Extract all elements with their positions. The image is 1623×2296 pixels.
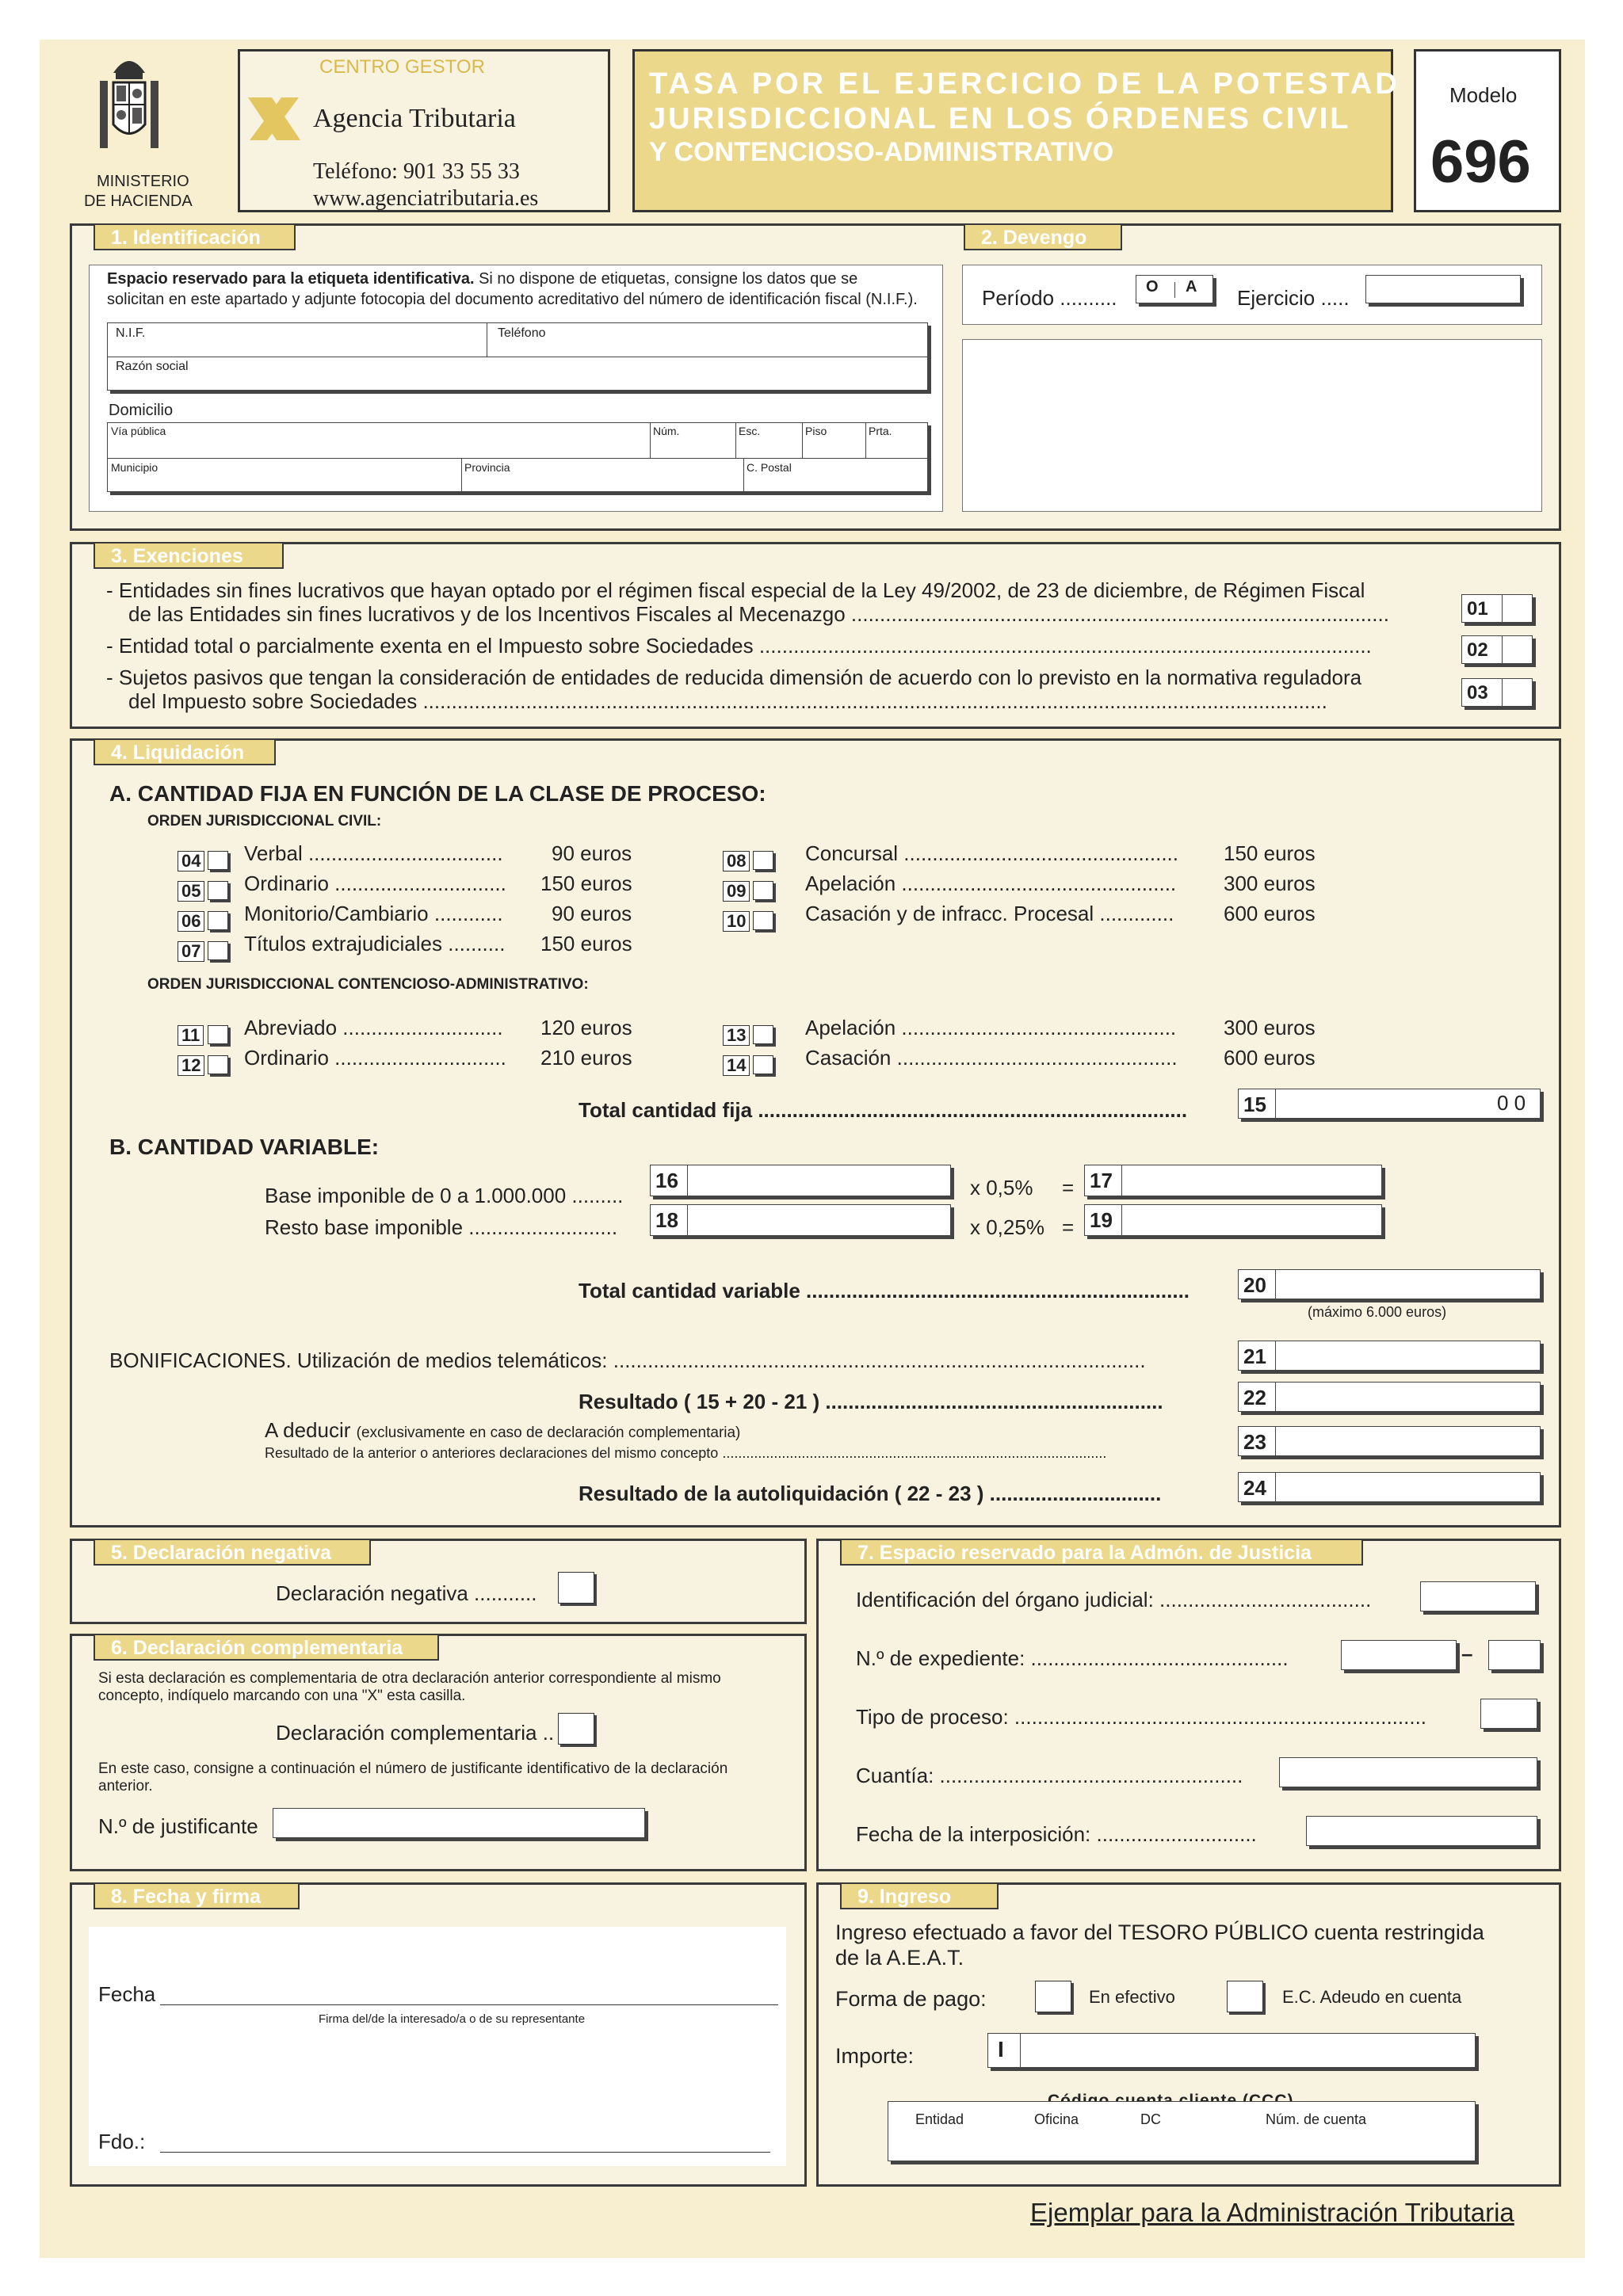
efectivo-label: En efectivo	[1089, 1987, 1175, 2007]
exencion-02-checkbox[interactable]	[1461, 635, 1533, 664]
amount-07: 150 euros	[540, 932, 632, 955]
devengo-blank-area	[962, 339, 1542, 512]
expediente-field[interactable]	[1341, 1640, 1457, 1670]
orden-contencioso-label: ORDEN JURISDICCIONAL CONTENCIOSO-ADMINISTRATIVO:	[147, 976, 589, 993]
casilla-18-num: 18	[655, 1208, 678, 1232]
modelo-number: 696	[1430, 128, 1531, 196]
amount-12: 210 euros	[540, 1046, 632, 1070]
code-13: 13	[723, 1025, 750, 1046]
ejercicio-label: Ejercicio .....	[1237, 286, 1350, 310]
a-deducir-text: A deducir	[265, 1418, 351, 1442]
via-publica-field[interactable]: Vía pública	[111, 425, 166, 437]
casilla-22-num: 22	[1243, 1386, 1266, 1409]
periodo-label: Período ..........	[982, 286, 1117, 310]
label-09: Apelación ................................................	[805, 871, 1177, 895]
fecha-interposicion-field[interactable]	[1306, 1816, 1537, 1846]
casilla-19-num: 19	[1090, 1208, 1113, 1232]
complementaria-text2: concepto, indíquelo marcando con una "X" esta casilla.	[98, 1688, 466, 1704]
code-09: 09	[723, 881, 750, 902]
eq-1: =	[1062, 1176, 1075, 1199]
tab-identificacion: 1. Identificación	[94, 223, 296, 250]
fecha-label: Fecha	[98, 1982, 156, 2006]
footer-ejemplar: Ejemplar para la Administración Tributaria	[1030, 2198, 1514, 2227]
domicilio-label: Domicilio	[109, 402, 174, 419]
code-11: 11	[178, 1025, 204, 1046]
importe-label: Importe:	[835, 2044, 915, 2068]
checkbox-08[interactable]	[753, 851, 773, 870]
label-08: Concursal ................................................	[805, 841, 1179, 865]
label-intro	[107, 270, 857, 288]
agency-web: www.agenciatributaria.es	[313, 186, 539, 211]
firma-area	[89, 1927, 786, 2166]
telefono-field[interactable]: Teléfono	[498, 326, 546, 340]
code-06: 06	[178, 911, 204, 932]
tipo-proceso-label: Tipo de proceso: ........................................................................	[856, 1705, 1427, 1729]
checkbox-04[interactable]	[208, 851, 228, 870]
label-11: Abreviado ............................	[244, 1016, 503, 1039]
checkbox-06[interactable]	[208, 911, 228, 930]
domicilio-box	[107, 422, 928, 492]
amount-04: 90 euros	[552, 841, 632, 865]
casilla-23-field[interactable]	[1238, 1426, 1541, 1456]
amount-09: 300 euros	[1224, 871, 1316, 895]
checkbox-10[interactable]	[753, 911, 773, 930]
casilla-24-num: 24	[1243, 1476, 1266, 1500]
casilla-22-field[interactable]	[1238, 1382, 1541, 1412]
expediente-label: N.º de expediente: .............................................	[856, 1646, 1289, 1670]
label-13: Apelación ................................................	[805, 1016, 1177, 1039]
form-page	[40, 40, 1585, 2258]
title-box	[632, 49, 1400, 212]
fecha-line[interactable]	[160, 2004, 778, 2005]
ccc-num-cuenta: Núm. de cuenta	[1266, 2111, 1367, 2127]
coat-of-arms-icon	[94, 49, 165, 168]
casilla-15-value: 0 0	[1497, 1091, 1526, 1115]
ejercicio-field[interactable]	[1365, 275, 1521, 303]
exencion-03-checkbox[interactable]	[1461, 678, 1533, 707]
exencion-3-line2: del Impuesto sobre Sociedades ..............................................................................................................................................................	[128, 689, 1327, 713]
code-07: 07	[178, 941, 204, 962]
cuantia-label: Cuantía: .....................................................	[856, 1764, 1243, 1787]
provincia-field[interactable]: Provincia	[464, 461, 510, 474]
base-imponible-2: Resto base imponible ..........................	[265, 1215, 618, 1239]
code-05: 05	[178, 881, 204, 902]
importe-field[interactable]	[987, 2033, 1476, 2068]
maximo-note: (máximo 6.000 euros)	[1308, 1304, 1447, 1320]
tipo-proceso-field[interactable]	[1480, 1699, 1537, 1729]
amount-08: 150 euros	[1224, 841, 1316, 865]
tab-devengo: 2. Devengo	[964, 223, 1122, 250]
ingreso-text1: Ingreso efectuado a favor del TESORO PÚBLICO cuenta restringida	[835, 1920, 1484, 1944]
resultado-label: Resultado ( 15 + 20 - 21 ) ...........................................................	[579, 1390, 1163, 1413]
orden-civil-label: ORDEN JURISDICCIONAL CIVIL:	[147, 813, 382, 830]
modelo-label: Modelo	[1449, 83, 1518, 107]
ccc-dc: DC	[1140, 2111, 1161, 2127]
exencion-01-checkbox[interactable]	[1461, 594, 1533, 623]
code-12: 12	[178, 1055, 204, 1076]
label-area	[89, 265, 943, 512]
amount-13: 300 euros	[1224, 1016, 1316, 1039]
justificante-field[interactable]	[273, 1808, 645, 1838]
complementaria-text3: En este caso, consigne a continuación el número de justificante identificativo de la declaración	[98, 1760, 728, 1777]
fdo-line[interactable]	[160, 2152, 770, 2153]
label-05: Ordinario ..............................	[244, 871, 506, 895]
nif-field[interactable]: N.I.F.	[116, 326, 146, 340]
tab-declaracion-complementaria: 6. Declaración complementaria	[94, 1634, 439, 1661]
exencion-2: - Entidad total o parcialmente exenta en el Impuesto sobre Sociedades ...........................................................................................................	[106, 634, 1372, 658]
rate-1: x 0,5%	[970, 1176, 1033, 1199]
total-fija-label: Total cantidad fija ...........................................................................	[579, 1098, 1188, 1122]
casilla-16-field[interactable]	[650, 1165, 951, 1196]
a-deducir-line2: Resultado de la anterior o anteriores declaraciones del mismo concepto .................................................................................................	[265, 1445, 1107, 1461]
total-variable-label: Total cantidad variable ...................................................................	[579, 1279, 1190, 1302]
code-04: 04	[178, 851, 204, 871]
casilla-15-num: 15	[1243, 1093, 1266, 1116]
label-06: Monitorio/Cambiario ............	[244, 902, 503, 925]
checkbox-11[interactable]	[208, 1025, 228, 1044]
eq-2: =	[1062, 1215, 1075, 1239]
exencion-02-code: 02	[1467, 639, 1488, 661]
label-intro-bold: Espacio reservado para la etiqueta identificativa.	[107, 270, 475, 288]
ministry-line2: DE HACIENDA	[84, 193, 193, 210]
fdo-label: Fdo.:	[98, 2130, 146, 2153]
amount-06: 90 euros	[552, 902, 632, 925]
exencion-03-code: 03	[1467, 682, 1488, 704]
centro-gestor: CENTRO GESTOR	[319, 56, 485, 78]
casilla-20-field[interactable]	[1238, 1269, 1541, 1299]
prta-field[interactable]: Prta.	[869, 425, 892, 437]
casilla-18-field[interactable]	[650, 1204, 951, 1236]
forma-pago-label: Forma de pago:	[835, 1987, 987, 2011]
expediente-year-field[interactable]	[1488, 1640, 1541, 1670]
firma-caption: Firma del/de la interesado/a o de su representante	[319, 2012, 586, 2026]
title-line3: Y CONTENCIOSO-ADMINISTRATIVO	[649, 137, 1114, 167]
casilla-21-num: 21	[1243, 1344, 1266, 1368]
complementaria-text4: anterior.	[98, 1778, 153, 1794]
periodo-o: O	[1146, 278, 1159, 296]
checkbox-05[interactable]	[208, 881, 228, 900]
rate-2: x 0,25%	[970, 1215, 1044, 1239]
agency-phone: Teléfono: 901 33 55 33	[313, 159, 520, 184]
ccc-field[interactable]	[888, 2101, 1476, 2161]
adeudo-label: E.C. Adeudo en cuenta	[1282, 1987, 1462, 2007]
label-intro-rest: Si no dispone de etiquetas, consigne los datos que se	[479, 270, 858, 288]
exencion-01-code: 01	[1467, 598, 1488, 620]
exencion-1-line1: - Entidades sin fines lucrativos que hayan optado por el régimen fiscal especial de la Ley 49/2002, de 23 de diciembre, de Régimen Fiscal	[106, 578, 1365, 602]
efectivo-checkbox[interactable]	[1035, 1981, 1071, 2012]
checkbox-13[interactable]	[753, 1025, 773, 1044]
label-04: Verbal ..................................	[244, 841, 503, 865]
amount-10: 600 euros	[1224, 902, 1316, 925]
casilla-16-num: 16	[655, 1169, 678, 1192]
casilla-24-field[interactable]	[1238, 1472, 1541, 1502]
devengo-area	[962, 265, 1542, 325]
checkbox-09[interactable]	[753, 881, 773, 900]
agency-box	[238, 49, 610, 212]
tab-fecha-firma: 8. Fecha y firma	[94, 1882, 300, 1909]
resultado-autoliquidacion-label: Resultado de la autoliquidación ( 22 - 23 ) ..............................	[579, 1482, 1162, 1505]
nif-razon-box	[107, 322, 928, 391]
organo-judicial-label: Identificación del órgano judicial: .....................................	[856, 1588, 1372, 1611]
casilla-17-num: 17	[1090, 1169, 1113, 1192]
complementaria-text1: Si esta declaración es complementaria de otra declaración anterior correspondiente al mismo	[98, 1670, 721, 1687]
complementaria-checkbox[interactable]	[558, 1713, 594, 1745]
num-field[interactable]: Núm.	[653, 425, 680, 437]
casilla-19-field[interactable]	[1084, 1204, 1382, 1236]
bonificaciones-label: BONIFICACIONES. Utilización de medios telemáticos: .............................................................................................	[109, 1348, 1146, 1372]
codigo-postal-field[interactable]: C. Postal	[747, 461, 792, 474]
checkbox-07[interactable]	[208, 941, 228, 960]
tab-declaracion-negativa: 5. Declaración negativa	[94, 1539, 371, 1566]
piso-field[interactable]: Piso	[805, 425, 827, 437]
declaracion-negativa-label: Declaración negativa ...........	[276, 1581, 537, 1605]
ministry-line1: MINISTERIO	[97, 173, 189, 190]
label-12: Ordinario ..............................	[244, 1046, 506, 1070]
declaracion-negativa-checkbox[interactable]	[558, 1572, 594, 1604]
adeudo-checkbox[interactable]	[1227, 1981, 1263, 2012]
a-deducir-note: (exclusivamente en caso de declaración complementaria)	[356, 1425, 741, 1441]
label-10: Casación y de infracc. Procesal .............	[805, 902, 1174, 925]
ingreso-text2: de la A.E.A.T.	[835, 1946, 964, 1970]
label-intro-line2: solicitan en este apartado y adjunte fotocopia del documento acreditativo del número de identificación fiscal (N.I.F.).	[107, 291, 918, 308]
importe-prefix: I	[998, 2037, 1004, 2061]
base-imponible-1: Base imponible de 0 a 1.000.000 .........	[265, 1184, 624, 1207]
label-14: Casación .................................................	[805, 1046, 1178, 1070]
modelo-box	[1414, 49, 1561, 212]
exencion-3-line1: - Sujetos pasivos que tengan la consideración de entidades de reducida dimensión de acuerdo con lo previsto en la normativa reguladora	[106, 666, 1362, 689]
complementaria-label: Declaración complementaria ..	[276, 1721, 555, 1745]
code-10: 10	[723, 911, 750, 932]
cuantia-field[interactable]	[1279, 1757, 1537, 1787]
periodo-field[interactable]	[1136, 275, 1213, 303]
justificante-label: N.º de justificante	[98, 1814, 258, 1838]
fecha-interposicion-label: Fecha de la interposición: ............................	[856, 1822, 1257, 1846]
checkbox-14[interactable]	[753, 1055, 773, 1074]
casilla-23-num: 23	[1243, 1430, 1266, 1454]
amount-14: 600 euros	[1224, 1046, 1316, 1070]
agency-name: Agencia Tributaria	[313, 104, 516, 133]
amount-11: 120 euros	[540, 1016, 632, 1039]
title-line1: TASA POR EL EJERCICIO DE LA POTESTAD	[649, 67, 1400, 101]
ccc-oficina: Oficina	[1034, 2111, 1079, 2127]
ccc-entidad: Entidad	[915, 2111, 964, 2127]
municipio-field[interactable]: Municipio	[111, 461, 158, 474]
periodo-a: A	[1186, 278, 1197, 296]
code-14: 14	[723, 1055, 750, 1076]
esc-field[interactable]: Esc.	[739, 425, 761, 437]
amount-05: 150 euros	[540, 871, 632, 895]
expediente-dash: –	[1461, 1642, 1473, 1665]
code-08: 08	[723, 851, 750, 871]
tab-admon-justicia: 7. Espacio reservado para la Admón. de Justicia	[840, 1539, 1363, 1566]
exencion-1-line2: de las Entidades sin fines lucrativos y de los Incentivos Fiscales al Mecenazgo ..............................................................................................	[128, 602, 1389, 626]
checkbox-12[interactable]	[208, 1055, 228, 1074]
a-deducir-label	[265, 1418, 740, 1443]
cantidad-fija-title: A. CANTIDAD FIJA EN FUNCIÓN DE LA CLASE DE PROCESO:	[109, 781, 766, 806]
organo-judicial-field[interactable]	[1420, 1581, 1536, 1611]
tab-ingreso: 9. Ingreso	[840, 1882, 999, 1909]
casilla-15-field[interactable]	[1238, 1089, 1541, 1119]
razon-social-field[interactable]: Razón social	[116, 360, 189, 373]
casilla-17-field[interactable]	[1084, 1165, 1382, 1196]
tab-exenciones: 3. Exenciones	[94, 542, 284, 569]
cantidad-variable-title: B. CANTIDAD VARIABLE:	[109, 1135, 380, 1159]
title-line2: JURISDICCIONAL EN LOS ÓRDENES CIVIL	[649, 102, 1351, 135]
agency-logo-icon	[246, 93, 302, 149]
casilla-20-num: 20	[1243, 1273, 1266, 1297]
casilla-21-field[interactable]	[1238, 1341, 1541, 1371]
tab-liquidacion: 4. Liquidación	[94, 738, 276, 765]
label-07: Títulos extrajudiciales ..........	[244, 932, 506, 955]
